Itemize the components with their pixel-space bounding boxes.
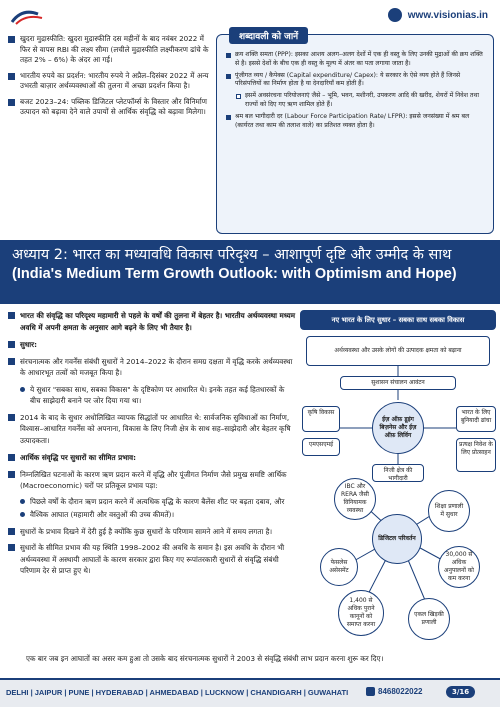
square-bullet-icon: [8, 312, 15, 319]
glossary-item: क्रय शक्ति समता (PPP): इसका आशय अलग–अलग देशों में एक ही वस्तु के लिए उनकी मुद्राओं की क्रय शक्ति से है। इससे देशों के बीच एक ही वस्तु के मूल्य में अंतर का पता लगाया जाता है।: [225, 51, 485, 69]
limited-impact-subpoint: वैश्विक आघात (महामारी और वस्तुओं की उच्च कीमतें)।: [6, 509, 296, 521]
diagram-lower-item: फेसलेस असेसमेंट: [320, 548, 358, 586]
square-bullet-icon: [8, 73, 15, 80]
diagram-infrastructure-box: भारत के लिए बुनियादी ढांचा: [456, 406, 496, 432]
square-bullet-icon: [8, 341, 15, 348]
diagram-center-circle: ईज़ ऑफ़ डूइंग बिज़नेस और ईज़ ऑफ़ लिविंग: [372, 402, 424, 454]
globe-icon: [388, 8, 402, 22]
square-bullet-icon: [8, 99, 15, 106]
circle-bullet-icon: [20, 499, 25, 504]
glossary-item: श्रम बल भागीदारी दर (Labour Force Participation Rate/ LFPR): इससे जनसंख्या में श्रम बल (कार्यरत तथा काम की तलाश वाले) का प्रतिशत व्यक्त होता है।: [225, 113, 485, 131]
diagram-lower-item: IBC और RERA जैसी विनियामक व्यवस्था: [334, 478, 376, 520]
reforms-heading: सुधार:: [6, 339, 296, 351]
glossary-box: [216, 34, 494, 234]
chapter-title: अध्याय 2: भारत का मध्यावधि विकास परिदृश्य – आशापूर्ण दृष्टि और उम्मीद के साथ (India's Medium Term Growth Outlook: with Optimism and Hope): [12, 247, 457, 282]
circle-bullet-icon: [20, 387, 25, 392]
reforms-diagram: [300, 310, 496, 650]
hollow-bullet-icon: [236, 94, 241, 99]
square-bullet-icon: [8, 36, 15, 43]
diagram-lower-item: 30,000 से अधिक अनुपालनों को कम करना: [438, 546, 480, 588]
bullet-retail-inflation: खुदरा मुद्रास्फीति: खुदरा मुद्रास्फीति दस महीनों के बाद नवंबर 2022 में फिर से वापस RBI की लक्ष्य सीमा (लचीले मुद्रास्फीति लक्ष्यीकरण ढांचे के तहत 2% – 6%) के अंदर आ गई।: [6, 34, 213, 66]
delay-paragraph: सुधारों के प्रभाव दिखने में देरी हुई है क्योंकि कुछ सुधारों के परिणाम सामने आने में समय लगता है।: [6, 526, 296, 538]
diagram-agriculture-box: कृषि विकास: [302, 406, 340, 432]
square-bullet-icon: [8, 358, 15, 365]
reforms-principles: 2014 के बाद के सुधार अधोलिखित व्यापक सिद्धांतों पर आधारित थे: सार्वजनिक सुविधाओं का निर्माण, विश्वास–आधारित गवर्नेंस को अपनाना, विकास के लिए निजी क्षेत्र के साथ सह–साझेदारी और बेहतर कृषि उत्पादकता।: [6, 412, 296, 447]
diagram-lower-item: 1,400 से अधिक पुराने कानूनों को समाप्त करना: [338, 590, 384, 636]
square-bullet-icon: [8, 528, 15, 535]
diagram-digital-circle: डिजिटल परिवर्तन: [372, 514, 422, 564]
square-bullet-icon: [8, 471, 15, 478]
diagram-private-sector-box: निजी क्षेत्र की भागीदारी: [372, 464, 424, 482]
square-bullet-icon: [8, 454, 15, 461]
comparison-paragraph: सुधारों के सीमित प्रभाव की यह स्थिति 1998–2002 की अवधि के समान है। इस अवधि के दौरान भी अर्थव्यवस्था में अस्थायी आघातों के कारण सरकार द्वारा किए गए रूपांतरकारी सुधारों से संवृद्धि संबंधी परिणाम देर से प्राप्त हुए थे।: [6, 542, 296, 577]
diagram-msme-box: एमएसएमई: [302, 438, 340, 456]
phone-icon: [366, 687, 375, 696]
diagram-lower-item: शिक्षा प्रणाली में सुधार: [428, 490, 470, 532]
page-footer: [0, 678, 500, 707]
bullet-icon: [226, 53, 231, 58]
intro-paragraph: भारत की संवृद्धि का परिदृश्य महामारी से पहले के वर्षों की तुलना में बेहतर है। भारतीय अर्थव्यवस्था मध्यम अवधि में अपनी क्षमता के अनुसार आगे बढ़ने के लिए भी तैयार है।: [6, 310, 296, 333]
diagram-title: नए भारत के लिए सुधार – सबका साथ सबका विकास: [300, 310, 496, 330]
diagram-lower-item: एकल खिड़की प्रणाली: [408, 598, 450, 640]
chapter-banner: [0, 240, 500, 304]
square-bullet-icon: [8, 414, 15, 421]
limited-impact-subpoint: पिछले वर्षों के दौरान ऋण प्रदान करने में अत्यधिक वृद्धि के कारण बैलेंस शीट पर बढ़ता दबाव, और: [6, 496, 296, 508]
limited-impact-heading: आर्थिक संवृद्धि पर सुधारों का सीमित प्रभाव:: [6, 452, 296, 464]
bullet-icon: [226, 74, 231, 79]
circle-bullet-icon: [20, 512, 25, 517]
bullet-icon: [226, 115, 231, 120]
bullet-budget: बजट 2023–24: पब्लिक डिजिटल प्लेटफॉर्म्स के विस्तार और विनिर्माण उत्पादन को बढ़ावा देने वाले उपायों से आर्थिक संवृद्धि को बढ़ावा मिलेगा।: [6, 97, 213, 118]
diagram-top-box: अर्थव्यवस्था और उसके लोगों की उत्पादक क्षमता को बढ़ाना: [306, 336, 490, 366]
page-number-badge: 3/16: [446, 686, 475, 698]
website-link[interactable]: [388, 8, 488, 22]
concluding-line: एक बार जब इन आघातों का असर कम हुआ तो उसके बाद संरचनात्मक सुधारों ने 2003 से संवृद्धि संबंधी लाभ प्रदान करना शुरू कर दिए।: [26, 654, 384, 663]
phone-contact[interactable]: [366, 687, 423, 696]
phone-number[interactable]: 8468022022: [378, 687, 423, 696]
top-bullet-list: [6, 34, 213, 123]
bullet-rupee-performance: भारतीय रुपये का प्रदर्शन: भारतीय रुपये ने अप्रैल–दिसंबर 2022 में अन्य उभरती बाज़ार अर्थव्यवस्थाओं की तुलना में अच्छा प्रदर्शन किया है।: [6, 71, 213, 92]
diagram-governance-box: सुशासन संचालन आवंटन: [340, 376, 456, 390]
reforms-subpoint: ये सुधार "सबका साथ, सबका विकास" के दृष्टिकोण पर आधारित थे। इनके तहत कई हितधारकों के बीच साझेदारी बनाने पर जोर दिया गया था।: [6, 384, 296, 407]
glossary-subitem: इसमें अवसंरचना परियोजनाएं जैसे – भूमि, भवन, मशीनरी, उपकरण आदि की खरीद, शेयरों में निवेश तथा राज्यों को दिए गए ऋण शामिल होते हैं।: [225, 92, 485, 110]
chapter-title-english: (India's Medium Term Growth Outlook: with Optimism and Hope): [12, 266, 457, 282]
glossary-item: पूंजीगत व्यय / कैपेक्स (Capital expenditure/ Capex): ये सरकार के ऐसे व्यय होते हैं जिनसे परिसंपत्तियों का निर्माण होता है या देनदारियाँ कम होती हैं।: [225, 72, 485, 90]
square-bullet-icon: [8, 544, 15, 551]
reforms-paragraph: संरचनात्मक और गवर्नेंस संबंधी सुधारों ने 2014–2022 के दौरान समग्र दक्षता में वृद्धि करके अर्थव्यवस्था के आधारभूत तत्वों को मजबूत किया है।: [6, 356, 296, 379]
city-list: DELHI | JAIPUR | PUNE | HYDERABAD | AHMEDABAD | LUCKNOW | CHANDIGARH | GUWAHATI: [6, 688, 349, 697]
diagram-investment-box: प्रत्यक्ष निवेश के लिए प्रोत्साहन: [456, 438, 496, 472]
glossary-title: शब्दावली को जानें: [229, 27, 308, 44]
visionias-logo-icon: [8, 6, 48, 26]
website-text[interactable]: www.visionias.in: [407, 9, 488, 21]
limited-impact-paragraph: निम्नलिखित घटनाओं के कारण ऋण प्रदान करने में वृद्धि और पूंजीगत निर्माण जैसे प्रमुख समष्टि आर्थिक (Macroeconomic) चरों पर प्रतिकूल प्रभाव पड़ा:: [6, 469, 296, 492]
